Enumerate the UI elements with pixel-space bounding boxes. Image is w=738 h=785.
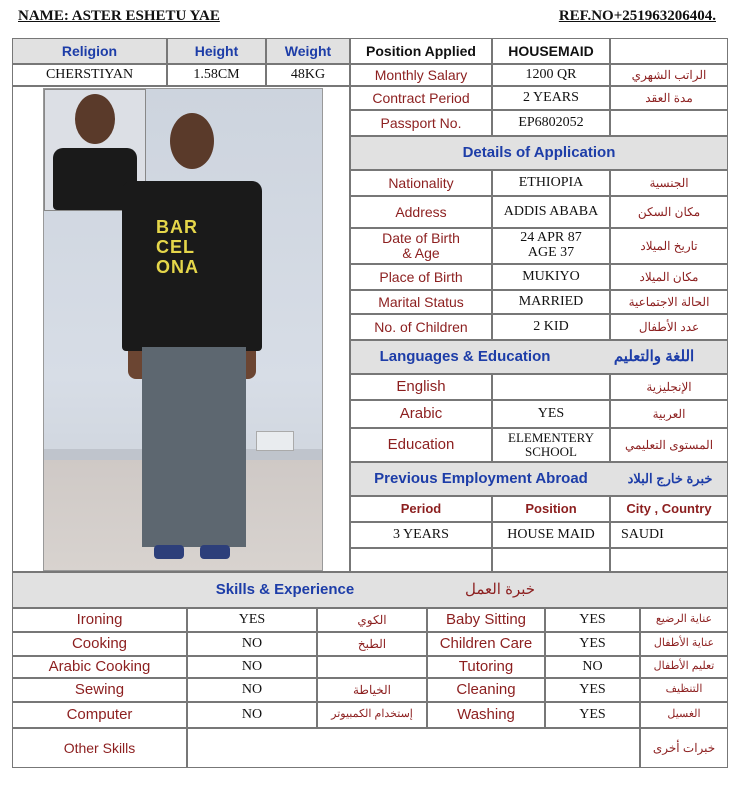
religion-value: CHERSTIYAN bbox=[12, 64, 167, 86]
monthly-salary-value: 1200 QR bbox=[492, 64, 610, 86]
skill-cleaning-ar: التنظيف bbox=[640, 678, 728, 702]
right-foot bbox=[200, 545, 230, 559]
employment-empty-3 bbox=[610, 548, 728, 572]
skill-baby-sitting-label: Baby Sitting bbox=[427, 608, 545, 632]
skill-cleaning-label: Cleaning bbox=[427, 678, 545, 702]
monthly-salary-ar: الراتب الشهري bbox=[610, 64, 728, 86]
employment-title-ar: خبرة خارج البلاد bbox=[627, 471, 713, 487]
skill-cooking-label: Cooking bbox=[12, 632, 187, 656]
skill-tutoring-value: NO bbox=[545, 656, 640, 678]
skill-sewing-label: Sewing bbox=[12, 678, 187, 702]
head bbox=[170, 113, 214, 169]
period-label: Period bbox=[350, 496, 492, 522]
skill-children-care-label: Children Care bbox=[427, 632, 545, 656]
dob-value: 24 APR 87 AGE 37 bbox=[492, 228, 610, 264]
height-value: 1.58CM bbox=[167, 64, 266, 86]
applicant-photo bbox=[43, 88, 323, 571]
skill-baby-sitting-ar: عناية الرضيع bbox=[640, 608, 728, 632]
employment-title: Previous Employment Abroad bbox=[374, 470, 588, 488]
skill-washing-ar: الغسيل bbox=[640, 702, 728, 728]
passport-label: Passport No. bbox=[350, 110, 492, 136]
other-skills-label: Other Skills bbox=[12, 728, 187, 768]
period-value: 3 YEARS bbox=[350, 522, 492, 548]
skill-cooking-value: NO bbox=[187, 632, 317, 656]
city-country-label: City , Country bbox=[610, 496, 728, 522]
passport-value: EP6802052 bbox=[492, 110, 610, 136]
english-label: English bbox=[350, 374, 492, 400]
monthly-salary-label: Monthly Salary bbox=[350, 64, 492, 86]
english-ar: الإنجليزية bbox=[610, 374, 728, 400]
position-applied-label: Position Applied bbox=[350, 38, 492, 64]
contract-period-label: Contract Period bbox=[350, 86, 492, 110]
skill-washing-label: Washing bbox=[427, 702, 545, 728]
skill-tutoring-ar: تعليم الأطفال bbox=[640, 656, 728, 678]
shirt-print: BAR CEL ONA bbox=[156, 217, 199, 277]
nationality-value: ETHIOPIA bbox=[492, 170, 610, 196]
skill-sewing-ar: الخياطة bbox=[317, 678, 427, 702]
education-value: ELEMENTERY SCHOOL bbox=[492, 428, 610, 462]
weight-label: Weight bbox=[266, 38, 350, 64]
arabic-ar: العربية bbox=[610, 400, 728, 428]
skill-ironing-value: YES bbox=[187, 608, 317, 632]
children-ar: عدد الأطفال bbox=[610, 314, 728, 340]
skill-computer-ar: إستخدام الكمبيوتر bbox=[317, 702, 427, 728]
english-value bbox=[492, 374, 610, 400]
skill-ironing-ar: الكوي bbox=[317, 608, 427, 632]
details-title: Details of Application bbox=[350, 136, 728, 170]
skill-cooking-ar: الطبخ bbox=[317, 632, 427, 656]
skill-computer-label: Computer bbox=[12, 702, 187, 728]
skill-arabic-cooking-value: NO bbox=[187, 656, 317, 678]
position-label: Position bbox=[492, 496, 610, 522]
position-value: HOUSE MAID bbox=[492, 522, 610, 548]
skill-washing-value: YES bbox=[545, 702, 640, 728]
education-label: Education bbox=[350, 428, 492, 462]
languages-title-ar: اللغة والتعليم bbox=[613, 348, 695, 366]
skills-title-ar: خبرة العمل bbox=[464, 581, 536, 599]
nationality-label: Nationality bbox=[350, 170, 492, 196]
skill-computer-value: NO bbox=[187, 702, 317, 728]
position-applied-value: HOUSEMAID bbox=[492, 38, 610, 64]
wall-sign bbox=[256, 431, 294, 451]
contract-period-value: 2 YEARS bbox=[492, 86, 610, 110]
inset-head bbox=[75, 94, 115, 144]
address-ar: مكان السكن bbox=[610, 196, 728, 228]
address-label: Address bbox=[350, 196, 492, 228]
education-ar: المستوى التعليمي bbox=[610, 428, 728, 462]
skill-tutoring-label: Tutoring bbox=[427, 656, 545, 678]
dob-label: Date of Birth & Age bbox=[350, 228, 492, 264]
nationality-ar: الجنسية bbox=[610, 170, 728, 196]
left-foot bbox=[154, 545, 184, 559]
reference-number: REF.NO+251963206404. bbox=[558, 8, 716, 24]
dob-ar: تاريخ الميلاد bbox=[610, 228, 728, 264]
place-of-birth-ar: مكان الميلاد bbox=[610, 264, 728, 290]
weight-value: 48KG bbox=[266, 64, 350, 86]
skills-title: Skills & Experience bbox=[215, 581, 355, 599]
arabic-value: YES bbox=[492, 400, 610, 428]
passport-ar bbox=[610, 110, 728, 136]
skirt bbox=[142, 347, 246, 547]
city-country-value: SAUDI bbox=[610, 522, 728, 548]
skill-cleaning-value: YES bbox=[545, 678, 640, 702]
place-of-birth-value: MUKIYO bbox=[492, 264, 610, 290]
languages-title: Languages & Education bbox=[379, 348, 551, 366]
address-value: ADDIS ABABA bbox=[492, 196, 610, 228]
skill-sewing-value: NO bbox=[187, 678, 317, 702]
skill-ironing-label: Ironing bbox=[12, 608, 187, 632]
employment-empty-2 bbox=[492, 548, 610, 572]
height-label: Height bbox=[167, 38, 266, 64]
children-label: No. of Children bbox=[350, 314, 492, 340]
position-applied-ar bbox=[610, 38, 728, 64]
place-of-birth-label: Place of Birth bbox=[350, 264, 492, 290]
arabic-label: Arabic bbox=[350, 400, 492, 428]
children-value: 2 KID bbox=[492, 314, 610, 340]
marital-status-label: Marital Status bbox=[350, 290, 492, 314]
skill-children-care-value: YES bbox=[545, 632, 640, 656]
religion-label: Religion bbox=[12, 38, 167, 64]
marital-status-ar: الحالة الاجتماعية bbox=[610, 290, 728, 314]
applicant-name: NAME: ASTER ESHETU YAE bbox=[18, 8, 220, 24]
contract-period-ar: مدة العقد bbox=[610, 86, 728, 110]
other-skills-ar: خبرات أخرى bbox=[640, 728, 728, 768]
skill-baby-sitting-value: YES bbox=[545, 608, 640, 632]
employment-empty-1 bbox=[350, 548, 492, 572]
skill-arabic-cooking-ar bbox=[317, 656, 427, 678]
skill-children-care-ar: عناية الأطفال bbox=[640, 632, 728, 656]
marital-status-value: MARRIED bbox=[492, 290, 610, 314]
other-skills-value bbox=[187, 728, 640, 768]
skill-arabic-cooking-label: Arabic Cooking bbox=[12, 656, 187, 678]
